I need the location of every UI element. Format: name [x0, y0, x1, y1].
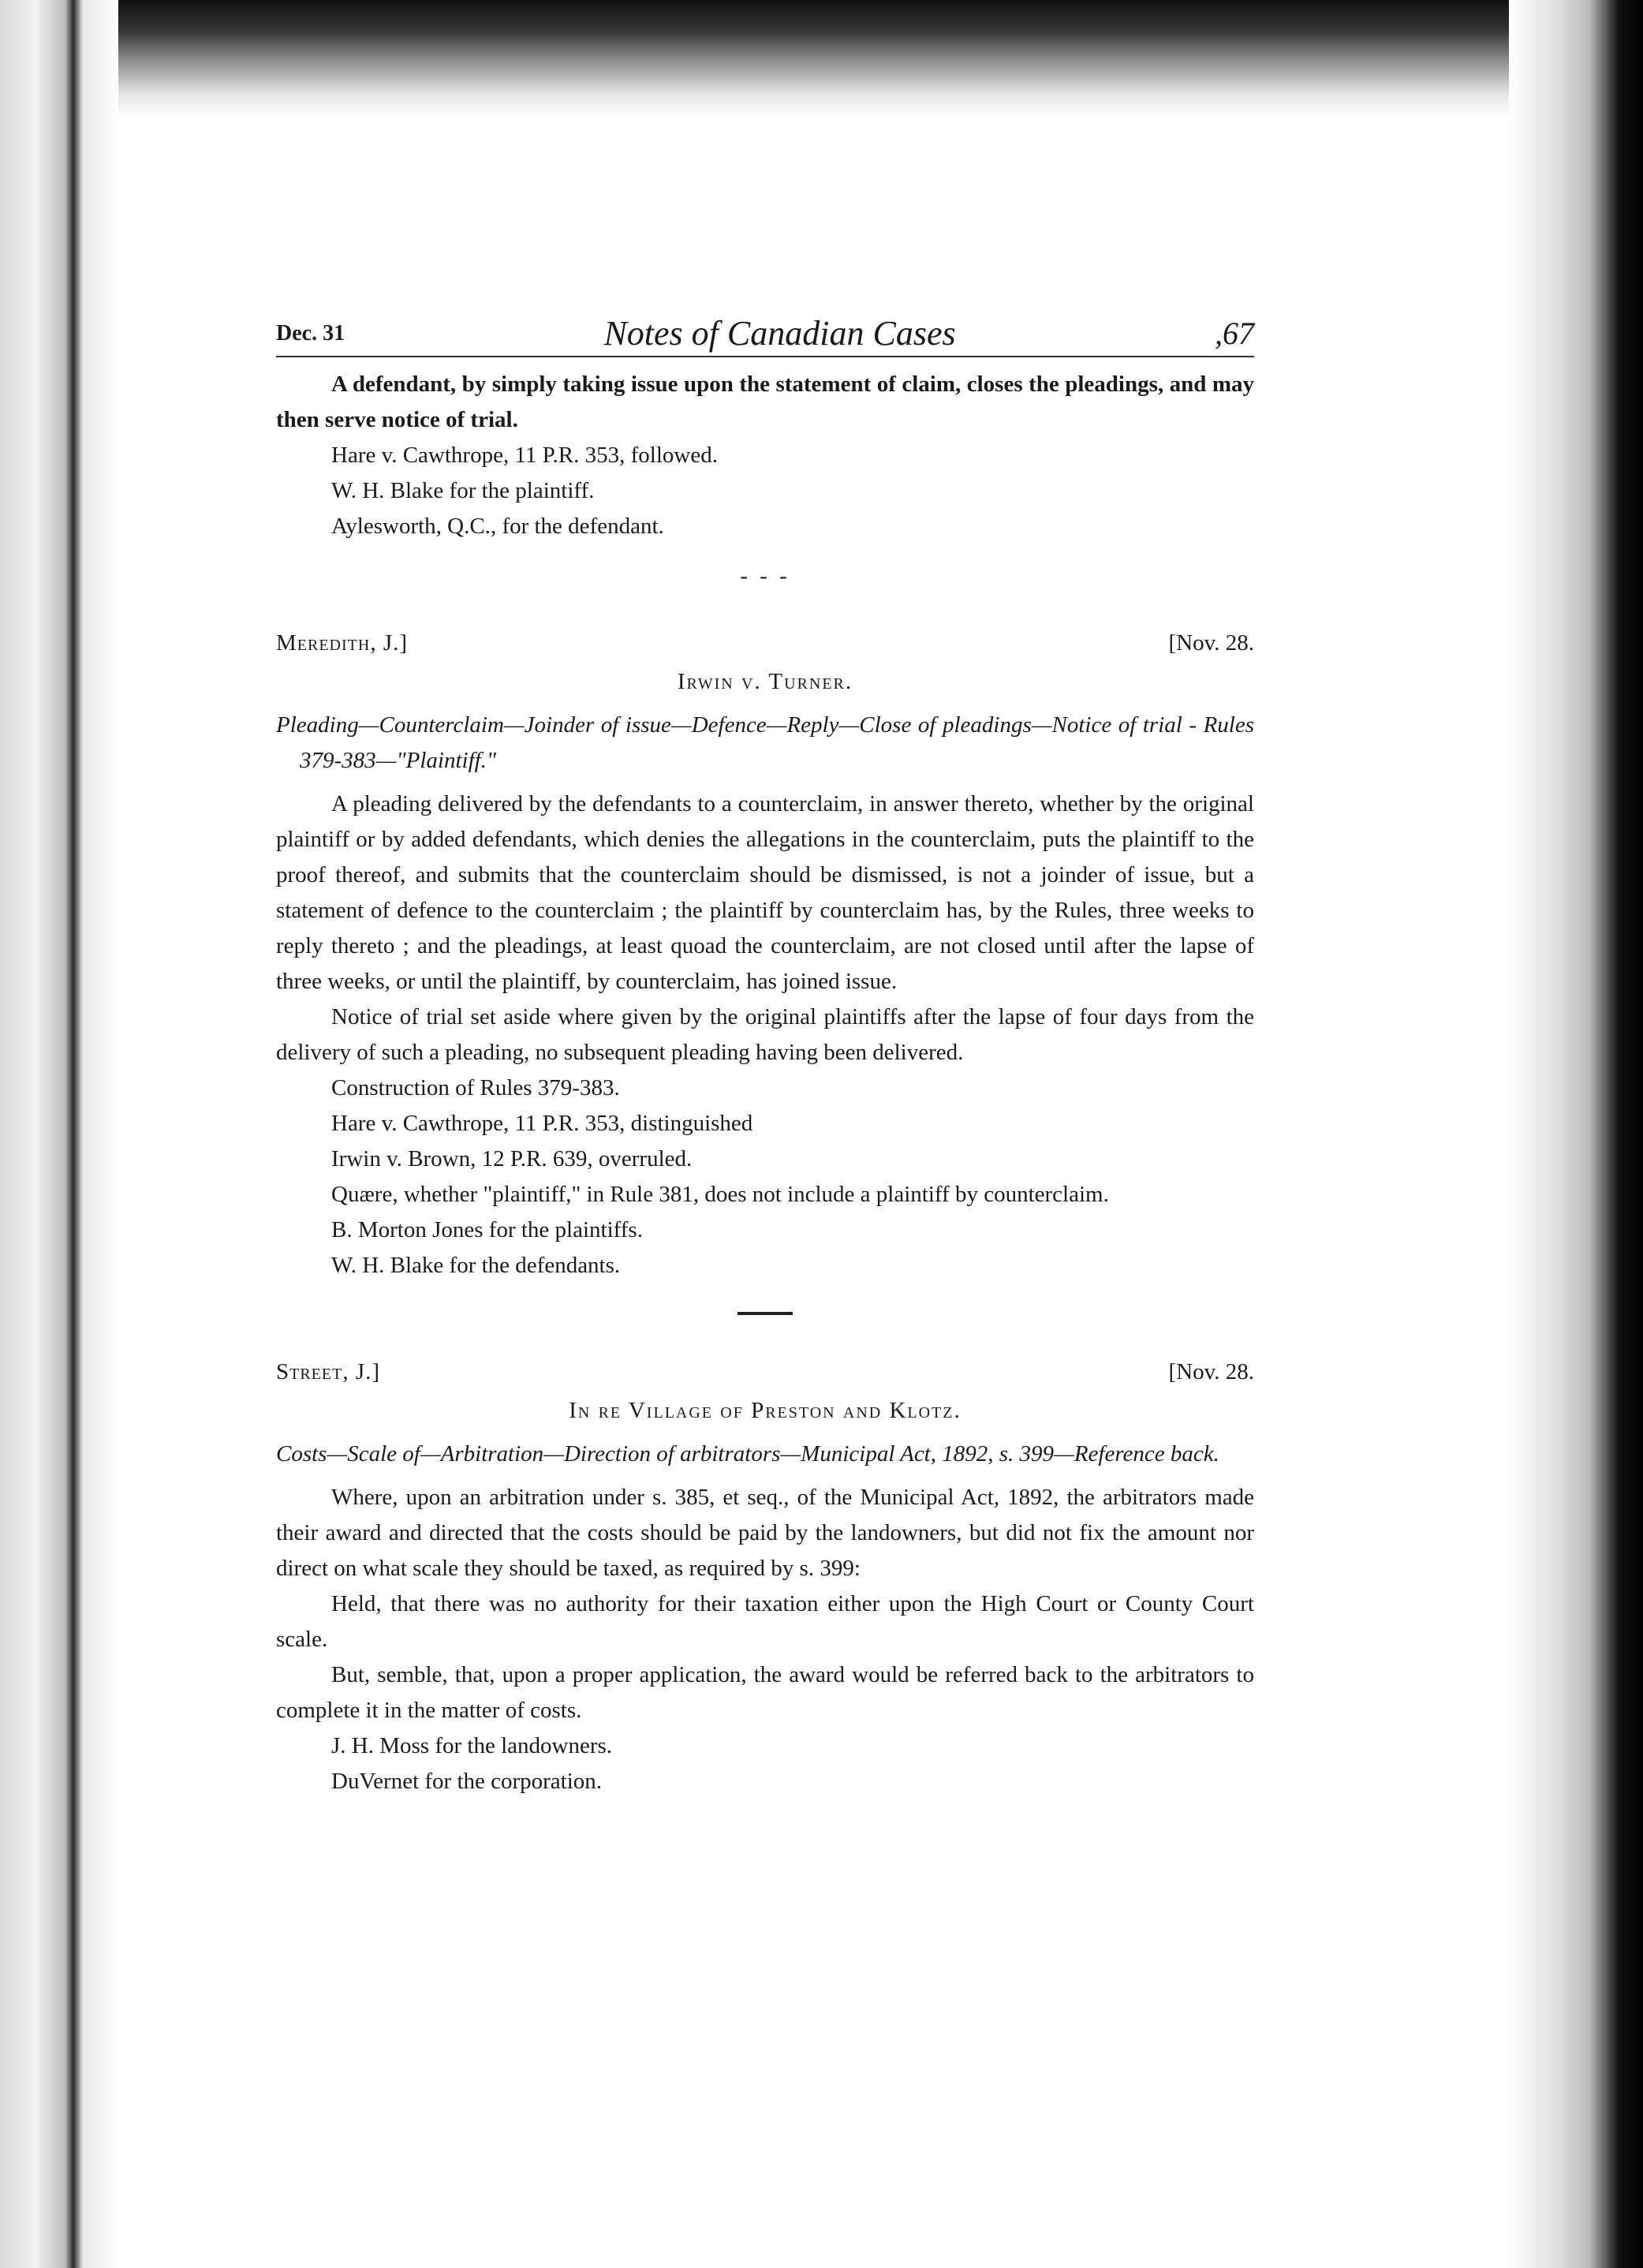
counsel-line: B. Morton Jones for the plaintiffs. [331, 1217, 643, 1242]
headnote: Pleading—Counterclaim—Joinder of issue—Defence—Reply—Close of pleadings—Notice of trial - Rules 379-383—"Plaintiff." [276, 712, 1254, 773]
page-number: ,67 [1214, 316, 1254, 351]
decision-date: [Nov. 28. [1168, 630, 1254, 656]
case-preston-klotz [276, 1354, 1254, 1799]
paragraph: Notice of trial set aside where given by the original plaintiffs after the lapse of four days from the delivery of such a pleading, no subsequent pleading having been delivered. [276, 1004, 1254, 1065]
citation: Irwin v. Brown, 12 P.R. 639, overruled. [331, 1146, 693, 1171]
headnote: Costs—Scale of—Arbitration—Direction of arbitrators—Municipal Act, 1892, s. 399—Reference back. [276, 1441, 1219, 1467]
decision-date: [Nov. 28. [1168, 1359, 1254, 1384]
section-continuation [276, 367, 1254, 594]
judge-name: Street, J.] [276, 1359, 381, 1384]
scan-right-edge [1509, 0, 1643, 2268]
paragraph: A pleading delivered by the defendants to a counterclaim, in answer thereto, whether by the original plaintiff or by added defendants, which denies the allegations in the counterclaim, puts the plaintiff to the proof thereof, and submits that the counterclaim should be dismissed, is not a joinder of issue, but a statement of defence to the counterclaim ; the plaintiff by counterclaim has, by the Rules, three weeks to reply thereto ; and the pleadings, at least quoad the counterclaim, are not closed until after the lapse of three weeks, or until the plaintiff, by counterclaim, has joined issue. [276, 791, 1254, 994]
case-title: In re Village of Preston and Klotz. [569, 1398, 962, 1423]
scan-top-edge [0, 0, 1643, 118]
paragraph: But, semble, that, upon a proper application, the award would be referred back to the arbitrators to complete it in the matter of costs. [276, 1662, 1254, 1723]
paragraph: Where, upon an arbitration under s. 385, et seq., of the Municipal Act, 1892, the arbitrators made their award and directed that the costs should be paid by the landowners, but did not fix the amount nor direct on what scale they should be taxed, as required by s. 399: [276, 1485, 1254, 1581]
separator: - - - [740, 563, 790, 588]
counsel-line: W. H. Blake for the plaintiff. [331, 478, 595, 503]
judge-line [276, 1354, 1254, 1390]
header-title: Notes of Canadian Cases [603, 314, 956, 353]
judge-name: Meredith, J.] [276, 630, 409, 656]
running-header [276, 316, 1254, 357]
citation: Hare v. Cawthrope, 11 P.R. 353, followed. [331, 443, 718, 468]
counsel-line: J. H. Moss for the landowners. [331, 1733, 613, 1758]
paragraph: A defendant, by simply taking issue upon the statement of claim, closes the pleadings, and may then serve notice of trial. [276, 372, 1254, 432]
page-content [276, 316, 1254, 1799]
judge-line [276, 626, 1254, 661]
counsel-line: Aylesworth, Q.C., for the defendant. [331, 514, 664, 539]
paragraph: Held, that there was no authority for their taxation either upon the High Court or County Court scale. [276, 1591, 1254, 1652]
citation: Hare v. Cawthrope, 11 P.R. 353, distinguished [331, 1111, 753, 1136]
paragraph: Quære, whether "plaintiff," in Rule 381, does not include a plaintiff by counterclaim. [331, 1182, 1109, 1207]
case-title: Irwin v. Turner. [677, 669, 853, 694]
scan-left-edge [0, 0, 118, 2268]
citation: Construction of Rules 379-383. [331, 1075, 620, 1100]
separator-rule [737, 1312, 793, 1315]
counsel-line: DuVernet for the corporation. [331, 1769, 603, 1794]
header-date: Dec. 31 [276, 321, 345, 346]
case-irwin-turner [276, 626, 1254, 1315]
counsel-line: W. H. Blake for the defendants. [331, 1253, 621, 1278]
